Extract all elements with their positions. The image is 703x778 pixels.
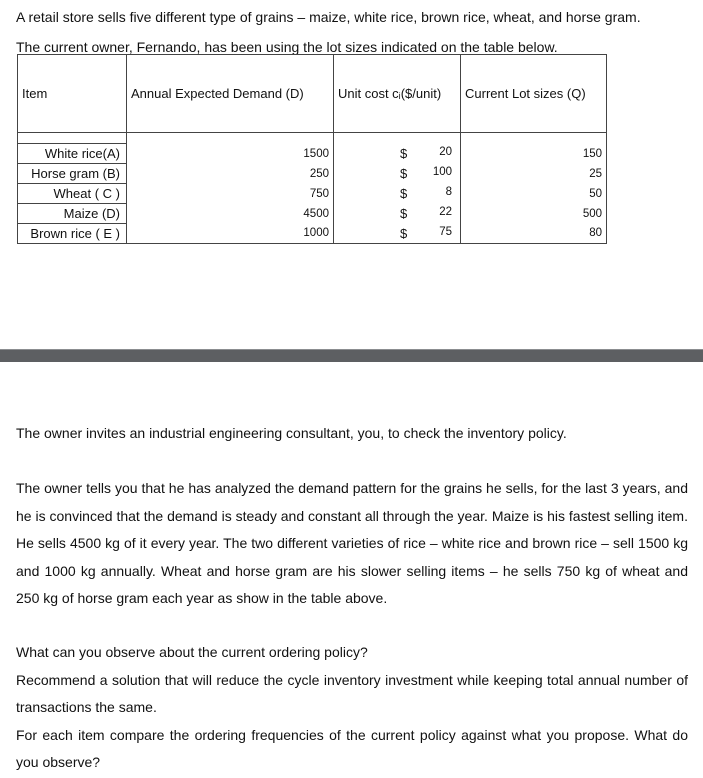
cell-lot-size: 25	[461, 164, 607, 184]
header-annual-demand: Annual Expected Demand (D)	[127, 55, 334, 133]
cost-value: 75	[439, 225, 452, 238]
cell-unit-cost	[334, 184, 461, 204]
cell-demand: 250	[127, 164, 334, 184]
header-item: Item	[18, 55, 127, 133]
table-row	[18, 144, 607, 164]
intro-line-2: The current owner, Fernando, has been using the lot sizes indicated on the table below.	[16, 39, 558, 55]
intro-line-1: A retail store sells five different type of grains – maize, white rice, brown rice, wheat, and horse gram.	[16, 9, 641, 25]
cell-item: Maize (D)	[18, 204, 127, 224]
table-row	[18, 204, 607, 224]
cell-demand: 4500	[127, 204, 334, 224]
cell-lot-size: 80	[461, 224, 607, 244]
currency-symbol: $	[400, 205, 408, 221]
demand-analysis-paragraph	[16, 475, 688, 613]
cell-unit-cost	[334, 224, 461, 244]
cell-demand: 1500	[127, 144, 334, 164]
questions-section	[16, 639, 688, 777]
cost-value: 100	[432, 165, 452, 178]
currency-symbol: $	[400, 185, 408, 201]
cell-unit-cost	[334, 164, 461, 184]
cell-lot-size: 50	[461, 184, 607, 204]
currency-symbol: $	[400, 165, 408, 181]
table-header-row	[18, 55, 607, 133]
cell-item: Horse gram (B)	[18, 164, 127, 184]
cell-item: Wheat ( C )	[18, 184, 127, 204]
cell-demand: 750	[127, 184, 334, 204]
cell-unit-cost	[334, 204, 461, 224]
question-3: For each item compare the ordering frequencies of the current policy against what you propose. What do you observe?	[16, 726, 688, 770]
table-row	[18, 164, 607, 184]
cell-lot-size: 500	[461, 204, 607, 224]
cost-value: 20	[439, 145, 452, 158]
header-current-lot-size: Current Lot sizes (Q)	[461, 55, 607, 133]
invite-text: The owner invites an industrial engineering consultant, you, to check the inventory policy.	[16, 425, 567, 441]
header-unit-cost: Unit cost cᵢ($/unit)	[334, 55, 461, 133]
table-row	[18, 184, 607, 204]
cost-value: 8	[445, 185, 452, 198]
question-1: What can you observe about the current ordering policy?	[16, 644, 368, 660]
table-spacer-row	[18, 133, 607, 144]
page-divider	[0, 349, 703, 362]
cell-demand: 1000	[127, 224, 334, 244]
grain-lot-size-table	[17, 54, 607, 244]
cell-lot-size: 150	[461, 144, 607, 164]
currency-symbol: $	[400, 225, 408, 241]
currency-symbol: $	[400, 145, 408, 161]
table-row	[18, 224, 607, 244]
question-2: Recommend a solution that will reduce the cycle inventory investment while keeping total annual number of transactions the same.	[16, 671, 688, 715]
invite-paragraph	[16, 420, 688, 448]
cost-value: 22	[439, 205, 452, 218]
cell-item: White rice(A)	[18, 144, 127, 164]
intro-paragraph	[16, 2, 696, 62]
demand-analysis-text: The owner tells you that he has analyzed the demand pattern for the grains he sells, for the last 3 years, and he is convinced that the demand is steady and constant all through the year. Maize is his fastest selling item. He sells 4500 kg of it every year. The two different varieties of rice – white rice and brown rice – sell 1500 kg and 1000 kg annually. Wheat and horse gram are his slower selling items – he sells 750 kg of wheat and 250 kg of horse gram each year as show in the table above.	[16, 480, 688, 606]
cell-unit-cost	[334, 144, 461, 164]
cell-item: Brown rice ( E )	[18, 224, 127, 244]
